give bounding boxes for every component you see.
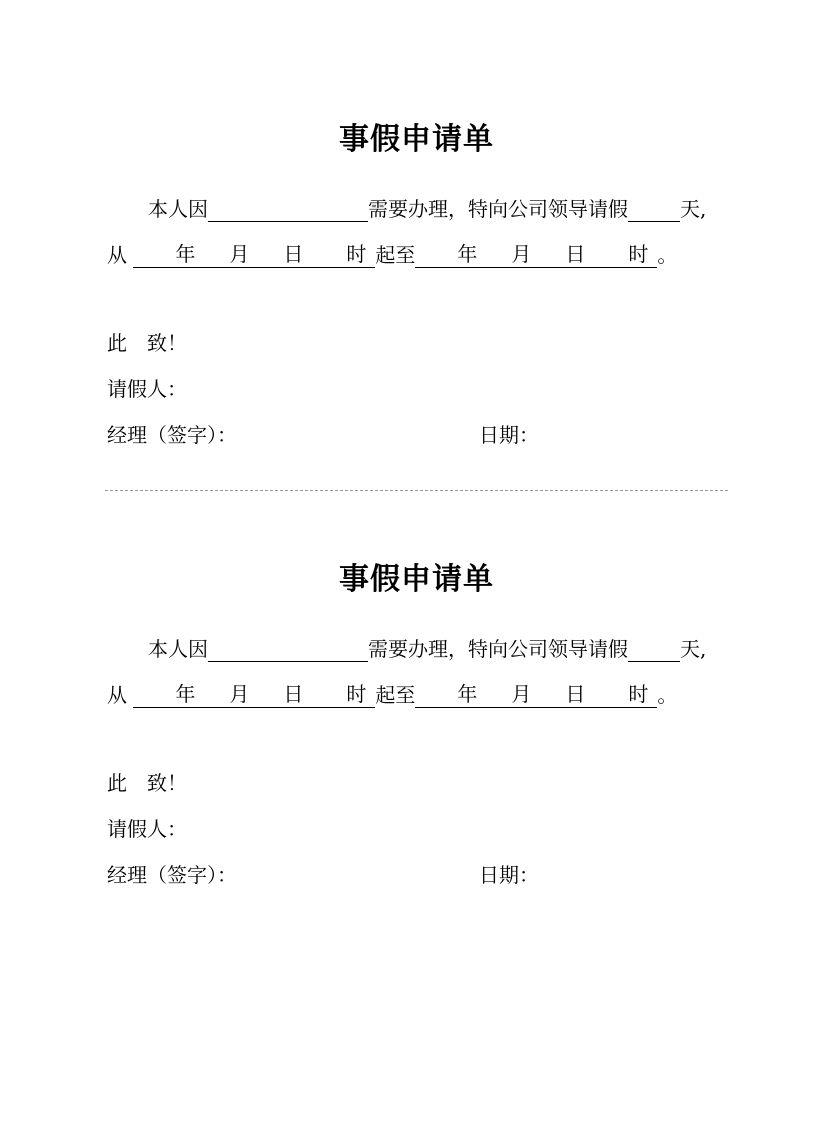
to-day-unit: 日 bbox=[565, 682, 586, 706]
to-hour-unit: 时 bbox=[628, 682, 649, 706]
period-end: 。 bbox=[657, 683, 678, 707]
reason-blank[interactable] bbox=[208, 639, 368, 662]
days-blank[interactable] bbox=[628, 199, 680, 222]
period-end: 。 bbox=[657, 243, 678, 267]
applicant-label: 请假人： bbox=[107, 817, 187, 841]
to-month-unit: 月 bbox=[511, 682, 532, 706]
period-line bbox=[107, 681, 677, 708]
manager-signature-label: 经理（签字）： bbox=[107, 863, 237, 887]
date-label: 日期： bbox=[479, 863, 539, 887]
closing-line: 此 致！ bbox=[107, 331, 187, 355]
from-label: 从 bbox=[107, 683, 127, 707]
manager-signature-label: 经理（签字）： bbox=[107, 423, 237, 447]
to-month-unit: 月 bbox=[511, 242, 532, 266]
from-year-unit: 年 bbox=[175, 242, 196, 266]
from-year-unit: 年 bbox=[175, 682, 196, 706]
from-hour-unit: 时 bbox=[346, 242, 367, 266]
reason-prefix: 本人因 bbox=[148, 197, 208, 221]
from-hour-unit: 时 bbox=[346, 682, 367, 706]
reason-prefix: 本人因 bbox=[148, 637, 208, 661]
to-date-blank[interactable] bbox=[415, 681, 657, 708]
form-title: 事假申请单 bbox=[339, 562, 494, 597]
applicant-label: 请假人： bbox=[107, 377, 187, 401]
to-hour-unit: 时 bbox=[628, 242, 649, 266]
to-date-blank[interactable] bbox=[415, 241, 657, 268]
days-suffix: 天, bbox=[680, 197, 707, 221]
from-month-unit: 月 bbox=[229, 682, 250, 706]
to-label: 起至 bbox=[375, 683, 416, 707]
reason-line bbox=[148, 196, 707, 222]
leave-request-form-1 bbox=[0, 0, 793, 447]
days-suffix: 天, bbox=[680, 637, 707, 661]
closing-line: 此 致！ bbox=[107, 771, 187, 795]
from-label: 从 bbox=[107, 243, 127, 267]
from-month-unit: 月 bbox=[229, 242, 250, 266]
to-year-unit: 年 bbox=[457, 682, 478, 706]
leave-request-form-2 bbox=[0, 440, 793, 887]
reason-middle: 需要办理，特向公司领导请假 bbox=[368, 197, 628, 221]
to-year-unit: 年 bbox=[457, 242, 478, 266]
period-line bbox=[107, 241, 677, 268]
to-label: 起至 bbox=[375, 243, 416, 267]
days-blank[interactable] bbox=[628, 639, 680, 662]
reason-line bbox=[148, 636, 707, 662]
from-date-blank[interactable] bbox=[133, 241, 375, 268]
from-day-unit: 日 bbox=[283, 242, 304, 266]
reason-middle: 需要办理，特向公司领导请假 bbox=[368, 637, 628, 661]
from-day-unit: 日 bbox=[283, 682, 304, 706]
reason-blank[interactable] bbox=[208, 199, 368, 222]
date-label: 日期： bbox=[479, 423, 539, 447]
from-date-blank[interactable] bbox=[133, 681, 375, 708]
to-day-unit: 日 bbox=[565, 242, 586, 266]
form-title: 事假申请单 bbox=[339, 122, 494, 157]
